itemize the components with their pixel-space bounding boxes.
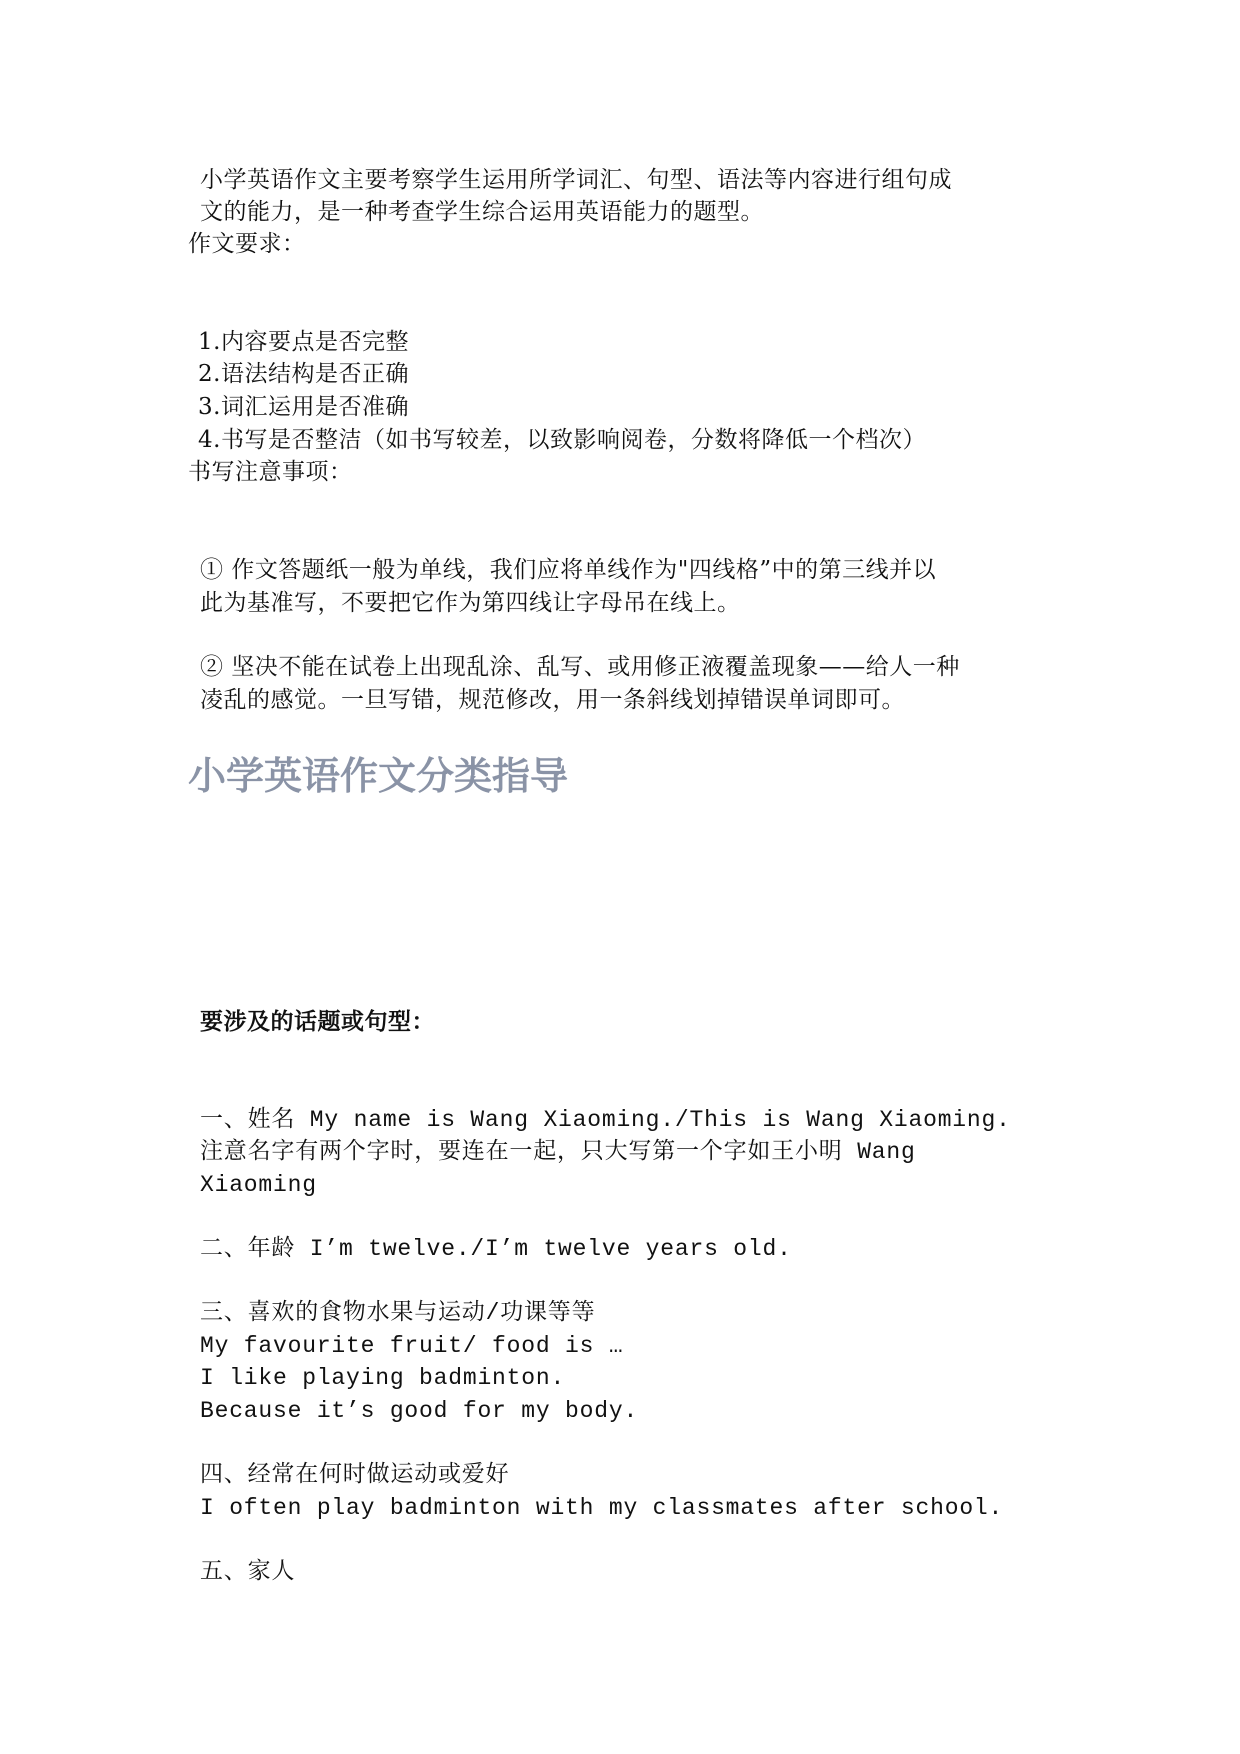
topic-3-line-4: Because it’s good for my body.	[200, 1398, 639, 1424]
requirement-item: 3.词汇运用是否准确	[198, 394, 409, 420]
requirements-label: 作文要求：	[188, 231, 306, 257]
topic-3-line-1: 三、喜欢的食物水果与运动/功课等等	[200, 1300, 596, 1326]
topic-1-line-3: Xiaoming	[200, 1172, 317, 1198]
intro-line-2: 文的能力，是一种考查学生综合运用英语能力的题型。	[200, 199, 764, 225]
topic-2-line-1: 二、年龄 I’m twelve./I’m twelve years old.	[200, 1236, 792, 1262]
topic-3-line-2: My favourite fruit/ food is …	[200, 1333, 624, 1359]
topic-1-line-2: 注意名字有两个字时，要连在一起，只大写第一个字如王小明 Wang	[200, 1139, 916, 1165]
topics-subheading: 要涉及的话题或句型：	[200, 1009, 435, 1035]
note-1-line-1: ① 作文答题纸一般为单线，我们应将单线作为"四线格”中的第三线并以	[200, 557, 937, 583]
notes-label: 书写注意事项：	[188, 459, 353, 485]
topic-5-line-1: 五、家人	[200, 1559, 296, 1585]
section-title: 小学英语作文分类指导	[188, 754, 569, 798]
note-2-line-2: 凌乱的感觉。一旦写错，规范修改，用一条斜线划掉错误单词即可。	[200, 687, 905, 713]
intro-line-1: 小学英语作文主要考察学生运用所学词汇、句型、语法等内容进行组句成	[200, 167, 952, 193]
topic-1-line-1: 一、姓名 My name is Wang Xiaoming./This is Wang Xiaoming.	[200, 1107, 1011, 1133]
topic-4-line-2: I often play badminton with my classmates after school.	[200, 1495, 1004, 1521]
requirement-item: 4.书写是否整洁（如书写较差，以致影响阅卷，分数将降低一个档次）	[198, 427, 926, 453]
topic-3-line-3: I like playing badminton.	[200, 1365, 566, 1391]
requirement-item: 2.语法结构是否正确	[198, 361, 409, 387]
note-1-line-2: 此为基准写，不要把它作为第四线让字母吊在线上。	[200, 590, 741, 616]
topic-4-line-1: 四、经常在何时做运动或爱好	[200, 1462, 510, 1488]
requirement-item: 1.内容要点是否完整	[198, 329, 409, 355]
note-2-line-1: ② 坚决不能在试卷上出现乱涂、乱写、或用修正液覆盖现象——给人一种	[200, 654, 960, 680]
